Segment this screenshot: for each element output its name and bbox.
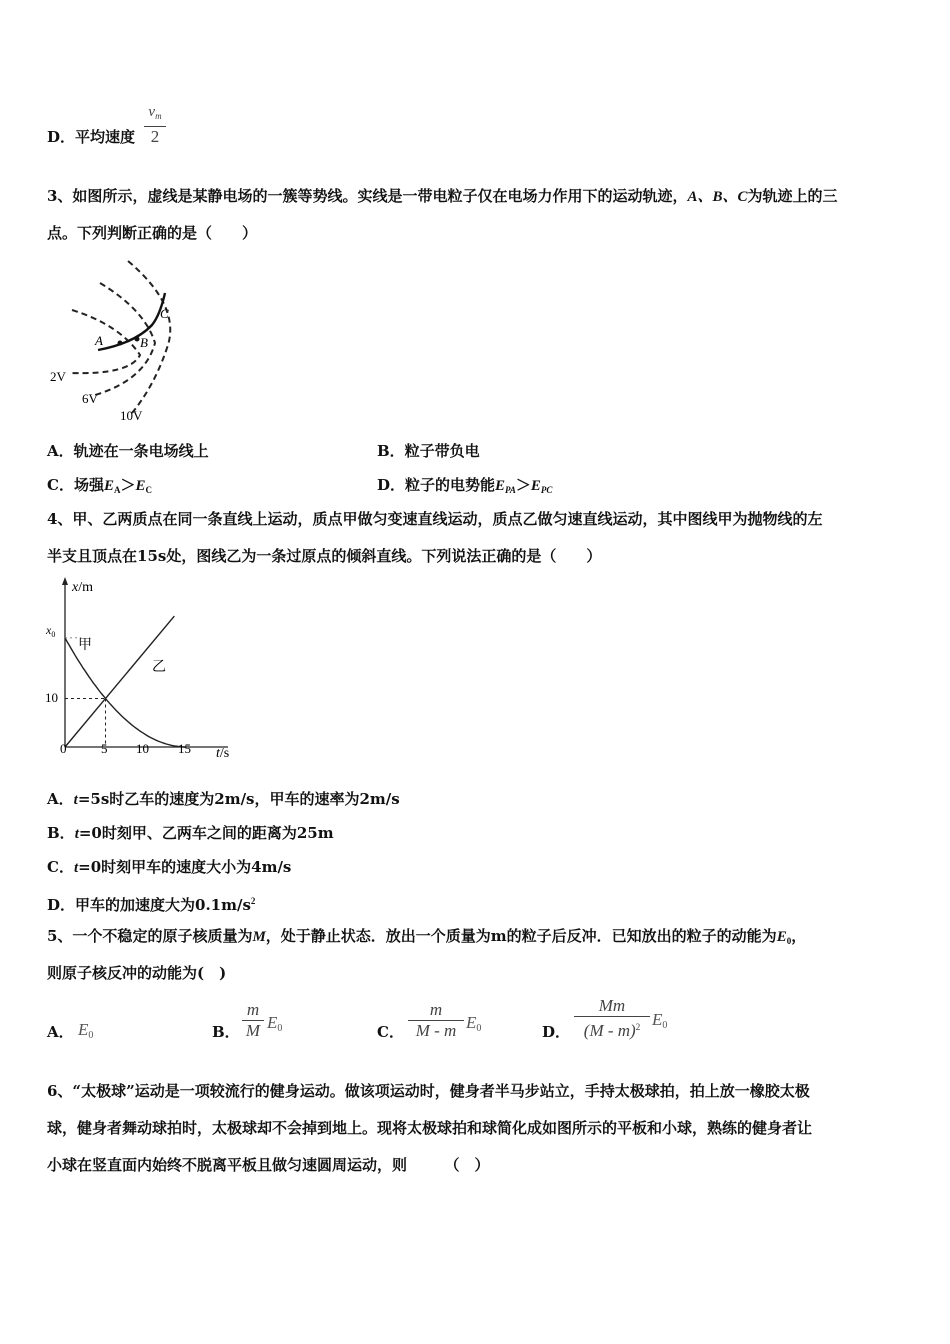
q3-stem-line2: 点。下列判断正确的是（ ） <box>47 224 258 242</box>
q4-xtick-0: 0 <box>60 741 67 756</box>
q5-option-b-e0: E0 <box>267 1013 283 1034</box>
q4-series-yi <box>65 616 174 747</box>
q3-point-b-dot <box>135 337 140 342</box>
q4-option-b[interactable]: B．t=0时刻甲、乙两车之间的距离为25m <box>47 824 334 842</box>
q3-point-a-dot <box>118 341 123 346</box>
q4-option-a[interactable]: A．t=5s时乙车的速度为2m/s，甲车的速率为2m/s <box>47 790 400 808</box>
q3-equipotential-figure <box>40 255 200 425</box>
q3-point-c: C <box>160 306 169 321</box>
q5-option-d-label[interactable]: D． <box>542 1023 571 1041</box>
q4-y-axis-arrow <box>62 577 68 585</box>
q4-xtick-5: 5 <box>101 741 108 756</box>
q6-stem-line1: 6、“太极球”运动是一项较流行的健身运动。做该项运动时，健身者半马步站立，手持太极球拍，拍上放一橡胶太极 <box>47 1082 810 1100</box>
q4-xt-chart <box>40 575 250 765</box>
q3-point-b: B <box>140 335 148 350</box>
q4-option-d[interactable]: D．甲车的加速度大为$0.1m/s^2$ <box>47 896 256 914</box>
q4-ylabel: x/m <box>72 580 93 595</box>
q4-label-jia: 甲 <box>78 638 92 653</box>
q2-option-d-label: D．平均速度 <box>47 128 136 146</box>
q5-option-a-label[interactable]: A． <box>47 1023 74 1041</box>
q5-option-c-label[interactable]: C． <box>377 1023 404 1041</box>
q4-label-yi: 乙 <box>152 660 166 675</box>
q4-xtick-10: 10 <box>136 741 149 756</box>
q5-option-d-e0: E0 <box>652 1010 668 1031</box>
q4-x0-label: $x_0$ <box>46 623 56 639</box>
q3-stem-line1: 3、如图所示，虚线是某静电场的一簇等势线。实线是一带电粒子仅在电场力作用下的运动轨迹，A、B、C为轨迹上的三 <box>47 187 838 205</box>
q3-label-2v: 2V <box>50 369 66 384</box>
q4-xtick-15: 15 <box>178 741 191 756</box>
q2-option-d-fraction: $v_m$ 2 <box>144 103 166 146</box>
q5-option-c-fraction: m M - m <box>408 1001 464 1040</box>
q4-series-jia <box>65 638 187 747</box>
q5-option-a-expr: E0 <box>78 1020 94 1041</box>
q3-option-b[interactable]: B．粒子带负电 <box>377 442 480 460</box>
q5-stem-line1: 5、一个不稳定的原子核质量为M，处于静止状态．放出一个质量为m的粒子后反冲．已知放出的粒子的动能为$E_0$， <box>47 927 807 946</box>
q3-option-a[interactable]: A．轨迹在一条电场线上 <box>47 442 209 460</box>
q3-point-a: A <box>95 333 103 348</box>
q6-stem-line3: 小球在竖直面内始终不脱离平板且做匀速圆周运动，则 （ ） <box>47 1156 490 1174</box>
q4-option-c[interactable]: C．t=0时刻甲车的速度大小为4m/s <box>47 858 292 876</box>
q5-option-b-label[interactable]: B． <box>212 1023 240 1041</box>
q3-option-c[interactable]: C．场强$E_A>E_C$ <box>47 476 152 495</box>
q4-xlabel: t/s <box>216 746 230 761</box>
q5-option-c-e0: E0 <box>466 1013 482 1034</box>
q3-label-10v: 10V <box>120 408 143 423</box>
q4-stem-line2: 半支且顶点在15s处，图线乙为一条过原点的倾斜直线。下列说法正确的是（ ） <box>47 547 602 565</box>
q5-option-b-fraction: m M <box>242 1001 264 1040</box>
q6-stem-line2: 球，健身者舞动球拍时，太极球却不会掉到地上。现将太极球拍和球简化成如图所示的平板和小球，熟练的健身者让 <box>47 1119 813 1137</box>
q5-option-d-fraction: Mm (M - m)$^2$ <box>574 997 650 1040</box>
q4-stem-line1: 4、甲、乙两质点在同一条直线上运动，质点甲做匀变速直线运动，质点乙做匀速直线运动，其中图线甲为抛物线的左 <box>47 510 823 528</box>
q3-label-6v: 6V <box>82 391 98 406</box>
q3-option-d[interactable]: D．粒子的电势能$E_{PA}>E_{PC}$ <box>377 476 553 495</box>
q5-stem-line2: 则原子核反冲的动能为( ) <box>47 964 227 982</box>
q4-ytick-10: 10 <box>45 690 58 705</box>
